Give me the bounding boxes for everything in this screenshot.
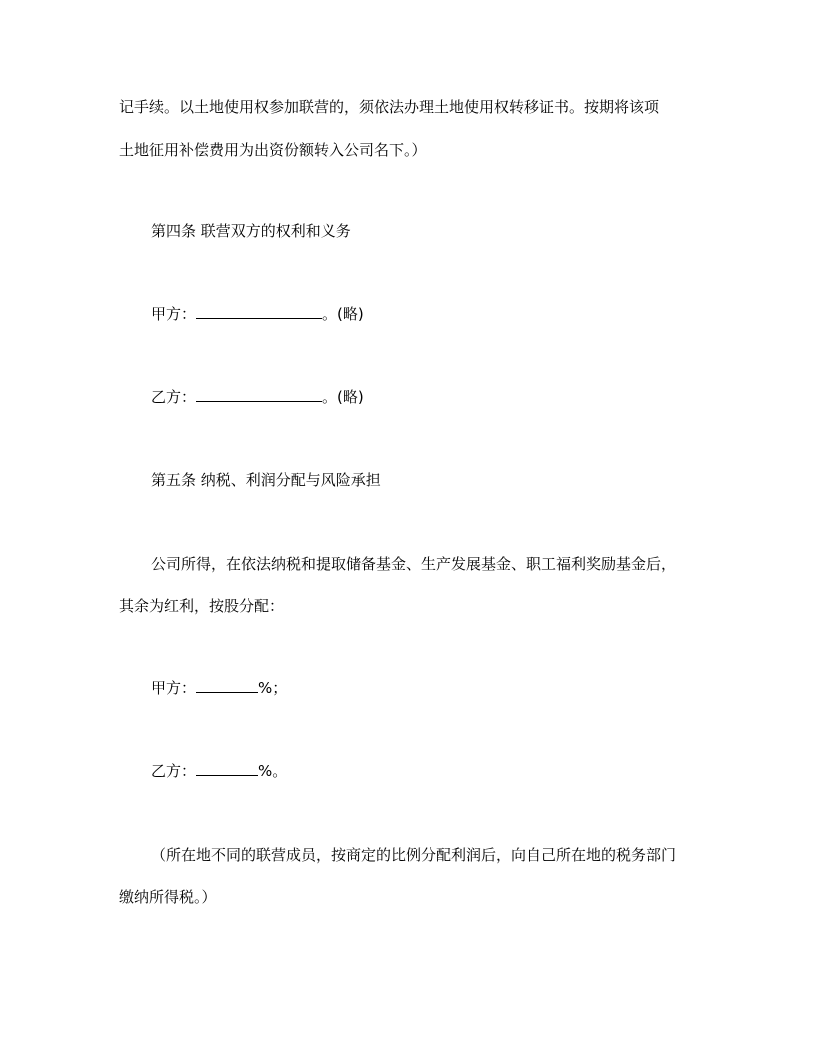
party-a-label: 甲方： (151, 305, 197, 323)
share-b-blank (196, 761, 258, 776)
text: （所在地不同的联营成员，按商定的比例分配利润后，向自己所在地的税务部门 (151, 846, 677, 864)
party-b-suffix: 。(略) (322, 388, 364, 406)
party-a-share-line (151, 678, 287, 698)
text: 缴纳所得税。） (119, 888, 217, 906)
paragraph-line (119, 97, 659, 117)
party-a-suffix: 。(略) (322, 305, 364, 323)
heading-text: 第四条 联营双方的权利和义务 (151, 222, 351, 240)
party-a-blank (196, 304, 322, 319)
text: 土地征用补偿费用为出资份额转入公司名下。） (119, 141, 427, 159)
paragraph-line (119, 596, 284, 616)
share-a-label: 甲方： (151, 679, 197, 697)
text: 记手续。以土地使用权参加联营的，须依法办理土地使用权转移证书。按期将该项 (119, 98, 660, 116)
party-b-rights-line (151, 387, 364, 407)
party-b-blank (196, 387, 322, 402)
party-b-label: 乙方： (151, 388, 197, 406)
text: 其余为红利，按股分配： (119, 597, 285, 615)
paragraph-line (151, 845, 676, 865)
party-a-rights-line (151, 304, 364, 324)
share-a-suffix: %； (258, 679, 288, 697)
paragraph-line (119, 887, 217, 907)
article-5-heading (151, 470, 381, 490)
text: 公司所得，在依法纳税和提取储备基金、生产发展基金、职工福利奖励基金后， (151, 555, 677, 573)
article-4-heading (151, 221, 351, 241)
paragraph-line (119, 140, 427, 160)
share-b-label: 乙方： (151, 762, 197, 780)
heading-text: 第五条 纳税、利润分配与风险承担 (151, 471, 381, 489)
share-b-suffix: %。 (258, 762, 288, 780)
share-a-blank (196, 678, 258, 693)
paragraph-line (151, 554, 676, 574)
party-b-share-line (151, 761, 287, 781)
